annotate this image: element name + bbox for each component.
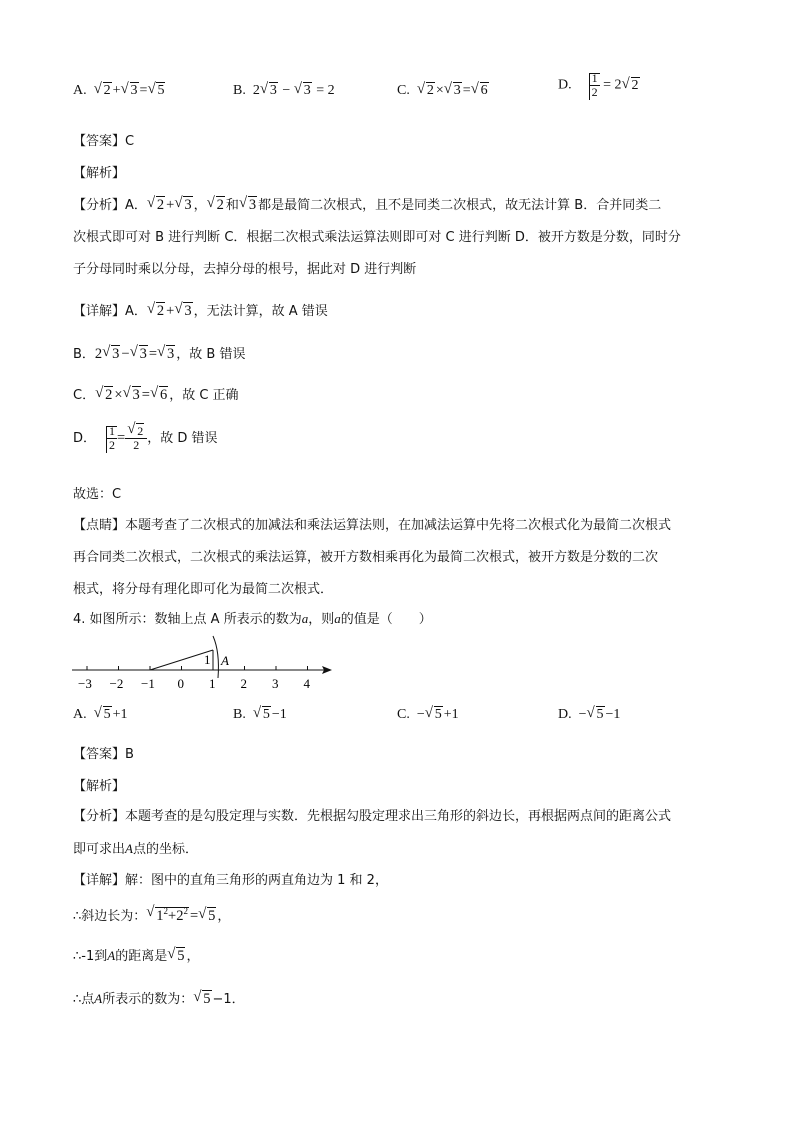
q4-xiangjie-3: ∴-1到A的距离是√ 5 ， bbox=[73, 945, 199, 965]
q3-option-b: B. 2√ 3 − √ 3 = 2 bbox=[233, 83, 335, 99]
q4-option-b: B. √ 5 −1 bbox=[233, 707, 287, 723]
point-a-label: A bbox=[221, 653, 229, 668]
q4-option-c: C. −√ 5 +1 bbox=[397, 707, 459, 723]
q3-option-c: C. √ 2 ×√ 3 =√ 6 bbox=[397, 83, 490, 99]
q3-xiangjie-c: C．√ 2 ×√ 3 =√ 6 ，故 C 正确 bbox=[73, 384, 239, 404]
q4-analysis-tag: 【解析】 bbox=[73, 779, 126, 794]
axis-tick-label: −3 bbox=[78, 676, 92, 691]
number-line-figure bbox=[70, 632, 340, 694]
q4-option-a: A. √ 5 +1 bbox=[73, 707, 128, 723]
q4-xiangjie-1: 【详解】解：图中的直角三角形的两直角边为 1 和 2， bbox=[73, 873, 388, 888]
q3-fenxi: 【分析】A．√ 2 +√ 3 ，√ 2 和√ 3 都是最简二次根式，且不是同类二次根式，故无法计算 B．合并同类二 次根式即可对 B 进行判断 C．根据二次根式乘法运算法则即可对 C 进行判断 D．被开方数是分数，同时分 子分母同时乘以分母，去掉分母的根号，据此对 D 进行判断 bbox=[73, 193, 723, 282]
q4-answer: 【答案】B bbox=[73, 747, 134, 762]
q4-xiangjie-4: ∴点A所表示的数为：√ 5 −1． bbox=[73, 988, 245, 1008]
q3-dianjing: 【点睛】本题考查了二次根式的加减法和乘法运算法则，在加减法运算中先将二次根式化为最简二次根式 再合同类二次根式，二次根式的乘法运算，被开方数相乘再化为最简二次根式，被开方数是分数的二次 根式，将分母有理化即可化为最简二次根式． bbox=[73, 518, 672, 597]
axis-tick-label: 1 bbox=[209, 676, 216, 691]
compass-arc bbox=[213, 636, 218, 678]
axis-tick-label: 4 bbox=[303, 676, 310, 691]
height-label: 1 bbox=[204, 652, 211, 667]
q3-option-d: D. $\frac{1}{2}$ = 2√ 2 bbox=[558, 72, 641, 99]
q4-xiangjie-2: ∴斜边长为：√ $1^2+2^2$ =√ 5 ， bbox=[73, 905, 230, 925]
q3-xiangjie-d: D． $\frac{1}{2}$ = √ $\frac{2}{2}$ ，故 D 错误 bbox=[73, 425, 217, 452]
q3-xiangjie-b: B．2√ 3 −√ 3 =√ 3 ，故 B 错误 bbox=[73, 343, 245, 363]
q4-option-d: D. −√ 5 −1 bbox=[558, 707, 620, 723]
q3-xiangjie-a: 【详解】A．√ 2 +√ 3 ，无法计算，故 A 错误 bbox=[73, 300, 328, 320]
q4-fenxi: 【分析】本题考查的是勾股定理与实数．先根据勾股定理求出三角形的斜边长，再根据两点间的距离公式 即可求出A点的坐标． bbox=[73, 809, 672, 857]
axis-tick-label: 2 bbox=[240, 676, 247, 691]
q3-option-a: A. √ 2 +√ 3 =√ 5 bbox=[73, 83, 166, 99]
axis-tick-label: 0 bbox=[177, 676, 184, 691]
q3-choice: 故选：C bbox=[73, 487, 122, 502]
q3-analysis-tag: 【解析】 bbox=[73, 166, 126, 181]
q3-answer: 【答案】C bbox=[73, 134, 135, 149]
axis-tick-label: −2 bbox=[109, 676, 124, 691]
q4-stem: 4. 如图所示：数轴上点 A 所表示的数为a，则a的值是（ ） bbox=[73, 611, 432, 627]
axis-tick-label: 3 bbox=[272, 676, 279, 691]
axis-tick-label: −1 bbox=[141, 676, 155, 691]
